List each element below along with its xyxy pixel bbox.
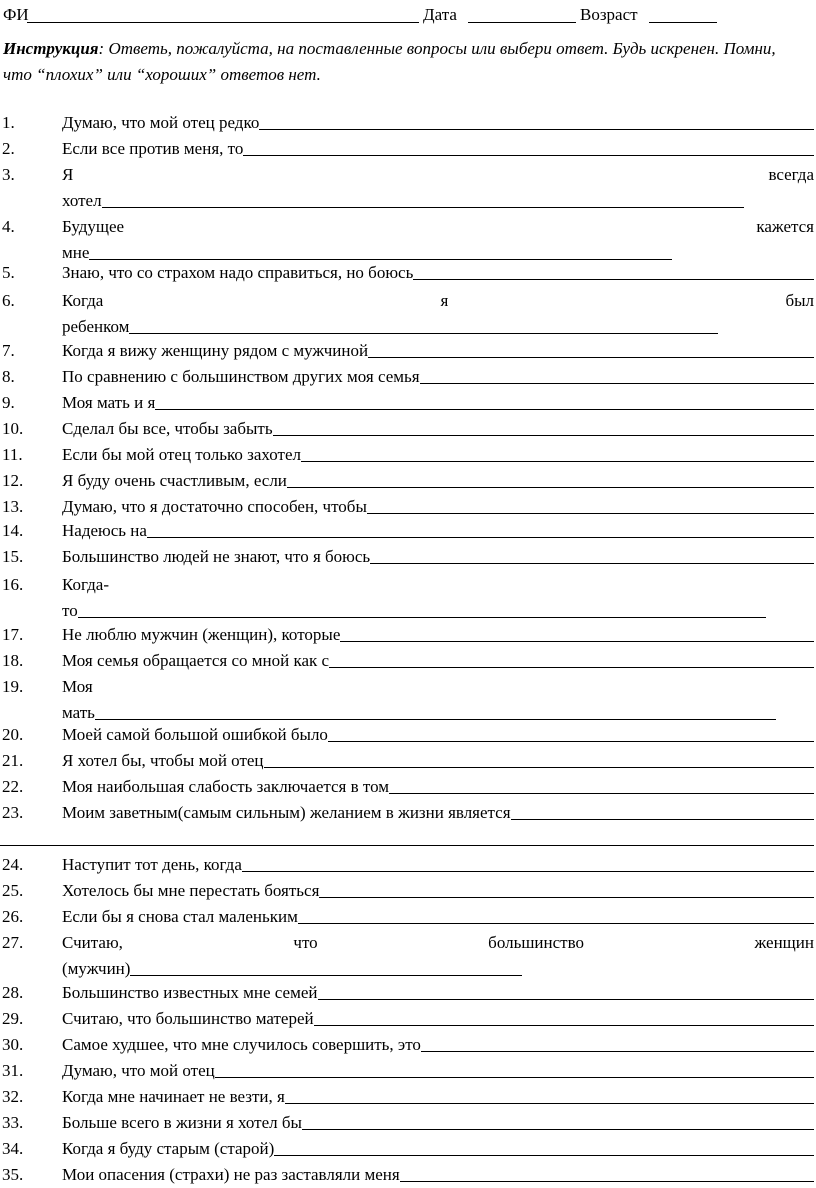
question-number: 35.: [2, 1165, 24, 1184]
question-item: [0, 338, 816, 364]
answer-line[interactable]: [400, 1181, 814, 1182]
question-word: большинство: [488, 933, 585, 952]
question-text-continued: то: [62, 601, 78, 620]
question-word: Будущее: [62, 217, 125, 236]
question-text: Когда мне начинает не везти, я: [62, 1087, 285, 1106]
question-number: 11.: [2, 445, 23, 464]
answer-line[interactable]: [319, 897, 814, 898]
question-text: Мои опасения (страхи) не раз заставляли меня: [62, 1165, 400, 1184]
answer-line[interactable]: [155, 409, 814, 410]
answer-line[interactable]: [389, 793, 814, 794]
question-number: 32.: [2, 1087, 24, 1106]
instruction-title: Инструкция: [3, 39, 99, 58]
question-text: [62, 572, 814, 598]
answer-line[interactable]: [274, 1155, 814, 1156]
question-item: [0, 1110, 816, 1136]
answer-line[interactable]: [285, 1103, 814, 1104]
question-number: 3.: [2, 165, 15, 184]
question-number: 27.: [2, 933, 24, 952]
question-text: Моя наибольшая слабость заключается в том: [62, 777, 390, 796]
question-text: Я буду очень счастливым, если: [62, 471, 287, 490]
question-word: всегда: [768, 165, 814, 184]
question-number: 1.: [2, 113, 15, 132]
question-number: 26.: [2, 907, 24, 926]
question-number: 21.: [2, 751, 24, 770]
question-text: Если все против меня, то: [62, 139, 244, 158]
question-number: 12.: [2, 471, 24, 490]
answer-line[interactable]: [95, 719, 776, 720]
question-text: Моя мать и я: [62, 393, 156, 412]
question-number: 17.: [2, 625, 24, 644]
answer-line[interactable]: [511, 819, 814, 820]
question-item: [0, 1032, 816, 1058]
question-number: 4.: [2, 217, 15, 236]
question-text: Когда я буду старым (старой): [62, 1139, 275, 1158]
question-text: Большинство людей не знают, что я боюсь: [62, 547, 371, 566]
instruction-text: : Ответь, пожалуйста, на поставленные вопросы или выбери ответ. Будь искренен. Помни, что “плохих” или “хороших” ответов нет.: [3, 39, 776, 84]
answer-line[interactable]: [413, 279, 814, 280]
question-number: 6.: [2, 291, 15, 310]
question-text: [62, 214, 814, 240]
question-item: [0, 774, 816, 800]
question-number: 13.: [2, 497, 24, 516]
question-text: Если бы я снова стал маленьким: [62, 907, 298, 926]
question-text-continued: ребенком: [62, 317, 130, 336]
question-word: женщин: [754, 933, 814, 952]
question-text: Большинство известных мне семей: [62, 983, 318, 1002]
question-word: Когда: [62, 291, 104, 310]
question-item: [0, 648, 816, 674]
question-item: [0, 1084, 816, 1110]
answer-line[interactable]: [314, 1025, 814, 1026]
question-item: [0, 214, 816, 266]
answer-line[interactable]: [273, 435, 814, 436]
answer-line[interactable]: [367, 513, 814, 514]
question-text: Если бы мой отец только захотел: [62, 445, 301, 464]
question-item: [0, 162, 816, 214]
answer-line[interactable]: [259, 129, 814, 130]
answer-line[interactable]: [329, 667, 814, 668]
question-text: Моей самой большой ошибкой было: [62, 725, 328, 744]
question-text: Больше всего в жизни я хотел бы: [62, 1113, 302, 1132]
answer-line[interactable]: [243, 155, 814, 156]
question-text: [62, 288, 814, 314]
answer-line[interactable]: [215, 1077, 814, 1078]
question-text-continued: (мужчин): [62, 959, 131, 978]
question-item: [0, 930, 816, 982]
question-text: Моя семья обращается со мной как с: [62, 651, 330, 670]
question-item: [0, 878, 816, 904]
question-item: [0, 1136, 816, 1162]
date-label: Дата: [423, 5, 457, 24]
question-item: [0, 622, 816, 648]
question-item: [0, 518, 816, 544]
answer-line[interactable]: [298, 923, 814, 924]
question-item: [0, 260, 816, 286]
question-text: Думаю, что мой отец редко: [62, 113, 260, 132]
answer-line[interactable]: [421, 1051, 814, 1052]
question-number: 8.: [2, 367, 15, 386]
fi-field[interactable]: [27, 22, 419, 23]
question-text: Думаю, что я достаточно способен, чтобы: [62, 497, 367, 516]
question-word: Считаю,: [62, 933, 123, 952]
question-text: [62, 674, 814, 700]
question-item: [0, 468, 816, 494]
question-number: 18.: [2, 651, 24, 670]
question-text: Не люблю мужчин (женщин), которые: [62, 625, 341, 644]
question-word: Моя: [62, 677, 93, 696]
question-item: [0, 1058, 816, 1084]
question-item: [0, 852, 816, 878]
question-item: [0, 416, 816, 442]
instruction: [3, 36, 793, 88]
answer-line[interactable]: [287, 487, 814, 488]
question-item: [0, 390, 816, 416]
answer-line[interactable]: [129, 333, 718, 334]
question-item: [0, 136, 816, 162]
question-number: 33.: [2, 1113, 24, 1132]
question-item: [0, 110, 816, 136]
question-item: [0, 800, 816, 826]
question-text: По сравнению с большинством других моя семья: [62, 367, 420, 386]
header-row: [3, 4, 813, 26]
question-item: [0, 364, 816, 390]
question-text: Знаю, что со страхом надо справиться, но боюсь: [62, 263, 414, 282]
question-text: Думаю, что мой отец: [62, 1061, 215, 1080]
question-text: Считаю, что большинство матерей: [62, 1009, 314, 1028]
question-text: Надеюсь на: [62, 521, 147, 540]
question-text: [62, 162, 814, 188]
question-number: 9.: [2, 393, 15, 412]
question-number: 30.: [2, 1035, 24, 1054]
question-text-continued: хотел: [62, 191, 102, 210]
question-number: 10.: [2, 419, 24, 438]
question-text: Хотелось бы мне перестать бояться: [62, 881, 320, 900]
question-number: 23.: [2, 803, 24, 822]
question-word: кажется: [756, 217, 814, 236]
question-item: [0, 1162, 816, 1188]
question-number: 7.: [2, 341, 15, 360]
question-number: 2.: [2, 139, 15, 158]
question-item: [0, 572, 816, 624]
question-number: 20.: [2, 725, 24, 744]
answer-line[interactable]: [264, 767, 814, 768]
question-number: 15.: [2, 547, 24, 566]
question-item: [0, 442, 816, 468]
question-item: [0, 904, 816, 930]
question-number: 29.: [2, 1009, 24, 1028]
question-item: [0, 980, 816, 1006]
question-number: 28.: [2, 983, 24, 1002]
answer-line[interactable]: [328, 741, 814, 742]
question-text: Когда я вижу женщину рядом с мужчиной: [62, 341, 369, 360]
answer-line[interactable]: [340, 641, 814, 642]
question-item: [0, 748, 816, 774]
answer-line[interactable]: [130, 975, 522, 976]
question-number: 16.: [2, 575, 24, 594]
question-word: был: [785, 291, 814, 310]
question-number: 24.: [2, 855, 24, 874]
question-number: 19.: [2, 677, 24, 696]
question-number: 25.: [2, 881, 24, 900]
answer-line[interactable]: [78, 617, 766, 618]
answer-line[interactable]: [318, 999, 815, 1000]
answer-line[interactable]: [147, 537, 814, 538]
question-number: 34.: [2, 1139, 24, 1158]
answer-line[interactable]: [301, 461, 814, 462]
question-text: Моим заветным(самым сильным) желанием в жизни является: [62, 803, 511, 822]
date-field[interactable]: [468, 22, 576, 23]
question-text: [62, 930, 814, 956]
question-number: 14.: [2, 521, 24, 540]
question-number: 31.: [2, 1061, 24, 1080]
answer-line[interactable]: [370, 563, 814, 564]
fi-label: ФИ: [3, 5, 29, 24]
question-text: Я хотел бы, чтобы мой отец: [62, 751, 264, 770]
answer-line-extra[interactable]: [0, 845, 814, 846]
question-item: [0, 674, 816, 726]
age-field[interactable]: [649, 22, 717, 23]
question-text: Самое худшее, что мне случилось совершить, это: [62, 1035, 421, 1054]
answer-line[interactable]: [420, 383, 814, 384]
answer-line[interactable]: [242, 871, 814, 872]
question-number: 5.: [2, 263, 15, 282]
answer-line[interactable]: [102, 207, 744, 208]
answer-line[interactable]: [368, 357, 814, 358]
question-word: я: [440, 291, 449, 310]
question-word: Я: [62, 165, 74, 184]
question-number: 22.: [2, 777, 24, 796]
question-item: [0, 1006, 816, 1032]
age-label: Возраст: [580, 5, 638, 24]
question-word: что: [293, 933, 318, 952]
question-text-continued: мать: [62, 703, 95, 722]
question-text: Наступит тот день, когда: [62, 855, 242, 874]
question-item: [0, 494, 816, 520]
question-text-continued: мне: [62, 243, 90, 262]
question-item: [0, 722, 816, 748]
answer-line[interactable]: [302, 1129, 814, 1130]
question-item: [0, 544, 816, 570]
question-word: Когда-: [62, 575, 109, 594]
question-text: Сделал бы все, чтобы забыть: [62, 419, 273, 438]
question-item: [0, 288, 816, 340]
